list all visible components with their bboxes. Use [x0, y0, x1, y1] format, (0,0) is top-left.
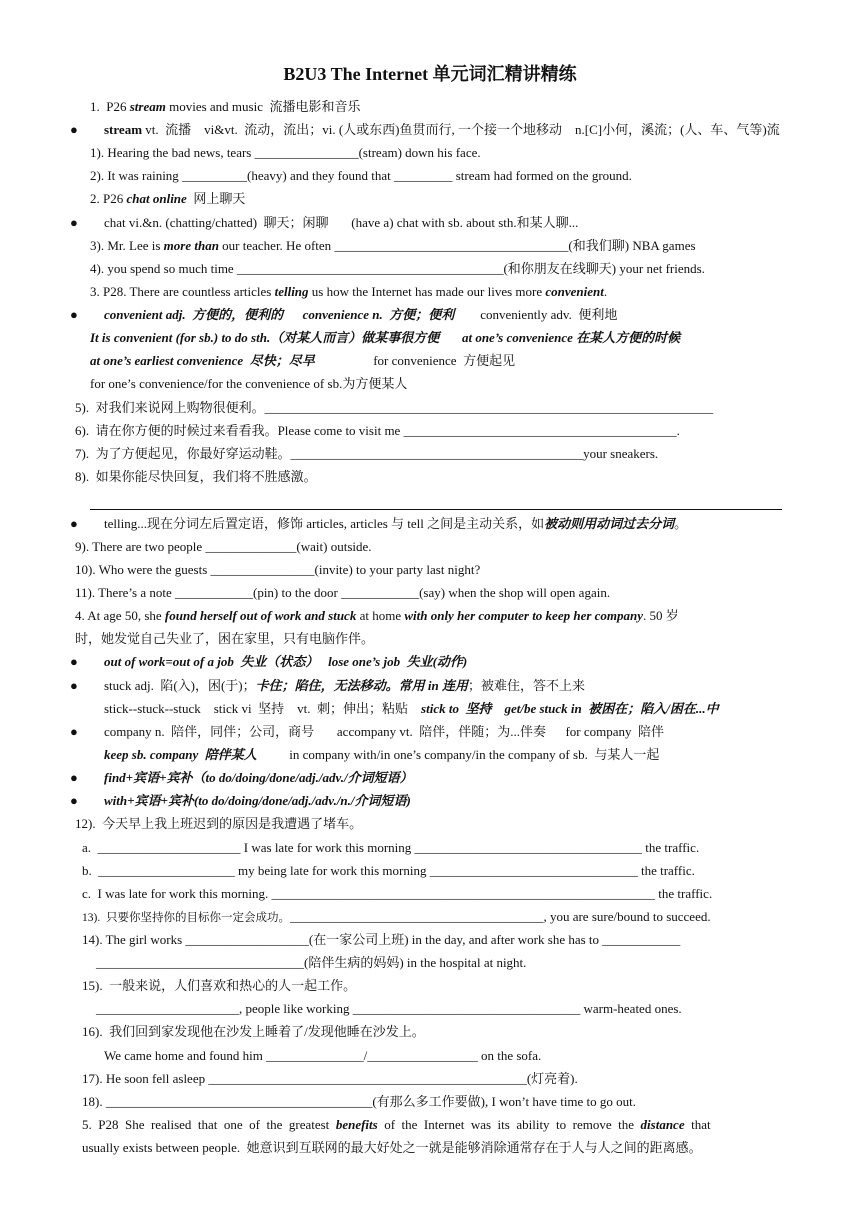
text-segment: a. ______________________ I was late for work this morning ___________________________________ the traffic. — [82, 840, 700, 855]
text-line — [82, 862, 695, 882]
text-segment: 11). There’s a note ____________(pin) to the door ____________(say) when the shop will open again. — [75, 585, 611, 600]
text-segment: for convenience 方便起见 — [314, 353, 516, 368]
text-line — [90, 237, 696, 257]
text-segment: vt. 流播 vi&vt. 流动，流出；vi. (人或东西)鱼贯而行, 一个接一个地移动 n.[C]小何，溪流；(人、车、气等)流 — [142, 122, 780, 137]
text-segment: 被动则用动词过去分词 — [544, 516, 675, 531]
text-segment: 4). you spend so much time _________________________________________(和你朋友在线聊天) your net friends. — [90, 261, 705, 276]
text-segment: of the Internet was its ability to remove the — [377, 1117, 641, 1132]
bullet-icon: ● — [70, 654, 78, 669]
text-segment: benefits — [335, 1117, 378, 1132]
text-segment: 3). Mr. Lee is — [90, 238, 164, 253]
bullet-icon: ● — [70, 678, 78, 693]
text-line — [75, 399, 713, 419]
text-line — [75, 538, 372, 558]
text-line — [96, 954, 526, 974]
bullet-icon: ● — [70, 724, 78, 739]
text-line — [70, 792, 411, 812]
text-segment: at home — [356, 608, 405, 623]
text-segment: ________________________________(陪伴生病的妈妈) in the hospital at night. — [96, 955, 527, 970]
text-segment: us how the Internet has made our lives more — [308, 284, 546, 299]
text-line — [70, 653, 468, 673]
text-segment: . — [603, 284, 608, 299]
bullet-icon: ● — [70, 215, 78, 230]
text-segment: 4. At age 50, she — [75, 608, 165, 623]
answer-line-8 — [90, 509, 782, 510]
text-segment: convenient adj. 方便的，便利的 convenience n. 方便；便利 — [104, 307, 455, 322]
text-line — [90, 375, 407, 395]
text-line — [70, 306, 618, 326]
text-segment: We came home and found him _______________/_________________ on the sofa. — [104, 1048, 542, 1063]
text-segment: 网上聊天 — [186, 191, 246, 206]
text-segment: 6). 请在你方便的时候过来看看我。Please come to visit me __________________________________________. — [75, 423, 680, 438]
page-title: B2U3 The Internet 单元词汇精讲精练 — [283, 64, 577, 84]
text-segment: out of work=out of a job 失业（状态） lose one’s job 失业(动作) — [104, 654, 468, 669]
text-line — [104, 1047, 541, 1067]
text-line — [82, 1093, 636, 1113]
text-line — [75, 815, 362, 835]
text-segment: with only her computer to keep her company — [404, 608, 644, 623]
text-segment: 12). 今天早上我上班迟到的原因是我遭遇了堵车。 — [75, 816, 363, 831]
text-segment: telling...现在分词左后置定语，修饰 articles, articles 与 tell 之间是主动关系，如 — [104, 516, 545, 531]
text-segment: stuck adj. 陷(入)，困(于)； — [104, 678, 256, 693]
text-line — [82, 977, 356, 997]
text-segment: convenient — [545, 284, 604, 299]
text-segment: ______________________, people like working ___________________________________ warm-heated ones. — [96, 1001, 682, 1016]
text-segment: _______________________________________, you are sure/bound to succeed. — [289, 909, 711, 924]
bullet-icon: ● — [70, 770, 78, 785]
text-segment: at one’s earliest convenience 尽快；尽早 — [90, 353, 315, 368]
text-line — [90, 283, 607, 303]
text-segment: movies and music 流播电影和音乐 — [165, 99, 361, 114]
text-segment: company n. 陪伴，同伴；公司，商号 accompany vt. 陪伴，伴随；为...伴奏 for company 陪伴 — [104, 724, 665, 739]
text-segment: 1). Hearing the bad news, tears ________________(stream) down his face. — [90, 145, 481, 160]
text-line — [82, 1116, 785, 1136]
text-line — [104, 700, 719, 720]
text-segment: ；被难住，答不上来 — [467, 678, 585, 693]
text-line — [90, 98, 361, 118]
text-segment: chat vi.&n. (chatting/chatted) 聊天；闲聊 (have a) chat with sb. about sth.和某人聊... — [104, 215, 579, 230]
text-line — [70, 677, 585, 697]
text-line — [90, 190, 245, 210]
text-segment: 13). 只要你坚持你的目标你一定会成功。 — [82, 912, 290, 924]
text-segment: 5). 对我们来说网上购物很便利。_____________________________________________________________________ — [75, 400, 714, 415]
text-segment: 16). 我们回到家发现他在沙发上睡着了/发现他睡在沙发上。 — [82, 1024, 425, 1039]
text-segment: stick--stuck--stuck stick vi 坚持 vt. 刺；伸出；粘贴 — [104, 701, 422, 716]
text-segment: usually exists between people. 她意识到互联网的最大好处之一就是能够消除通常存在于人与人之间的距离感。 — [82, 1140, 702, 1155]
text-segment: b. _____________________ my being late for work this morning ________________________________ the traffic. — [82, 863, 695, 878]
bullet-icon: ● — [70, 307, 78, 322]
text-segment: 9). There are two people ______________(wait) outside. — [75, 539, 372, 554]
text-line — [75, 468, 317, 488]
text-line — [70, 515, 688, 535]
text-line — [70, 723, 665, 743]
text-segment: c. I was late for work this morning. ___________________________________________________________ the traffic. — [82, 886, 713, 901]
text-segment: 7). 为了方便起见，你最好穿运动鞋。_____________________________________________your sneakers. — [75, 446, 659, 461]
text-line — [70, 214, 579, 234]
text-segment: in company with/in one’s company/in the company of sb. 与某人一起 — [256, 747, 660, 762]
text-line — [82, 1139, 702, 1159]
text-line — [90, 260, 705, 280]
text-line — [82, 1023, 425, 1043]
text-segment: more than — [163, 238, 219, 253]
text-segment: stream — [104, 122, 143, 137]
bullet-icon: ● — [70, 793, 78, 808]
text-segment: 3. P28. There are countless articles — [90, 284, 275, 299]
text-line — [90, 144, 481, 164]
text-segment: 2). It was raining __________(heavy) and they found that _________ stream had formed on the ground. — [90, 168, 632, 183]
text-line — [70, 769, 413, 789]
text-line — [90, 329, 680, 349]
text-line — [75, 561, 480, 581]
text-segment: find+宾语+宾补（to do/doing/done/adj./adv./介词短语） — [104, 770, 413, 785]
text-line — [75, 607, 679, 627]
text-segment: that — [684, 1117, 711, 1132]
text-line — [90, 167, 632, 187]
text-segment: with+宾语+宾补(to do/doing/done/adj./adv./n./介词短语) — [104, 793, 411, 808]
text-segment: 5. P28 She realised that one of the greatest — [82, 1117, 336, 1132]
text-segment: telling — [274, 284, 309, 299]
text-segment: chat online — [126, 191, 187, 206]
text-segment: 8). 如果你能尽快回复，我们将不胜感激。 — [75, 469, 317, 484]
text-segment: for one’s convenience/for the convenience of sb.为方便某人 — [90, 376, 408, 391]
text-segment: . 50 岁 — [643, 608, 679, 623]
text-line — [82, 1070, 578, 1090]
text-segment: 17). He soon fell asleep _________________________________________________(灯亮着). — [82, 1071, 578, 1086]
text-segment: keep sb. company 陪伴某人 — [104, 747, 257, 762]
text-segment: 18). _________________________________________(有那么多工作要做), I won’t have time to go out. — [82, 1094, 637, 1109]
bullet-icon: ● — [70, 122, 78, 137]
text-segment: 1. P26 — [90, 99, 130, 114]
text-segment: our teacher. He often ____________________________________(和我们聊) NBA games — [218, 238, 696, 253]
text-line — [82, 885, 712, 905]
text-line — [70, 121, 780, 141]
text-segment: 2. P26 — [90, 191, 127, 206]
text-segment: stick to 坚持 get/be stuck in 被困在；陷入/困在...中 — [421, 701, 719, 716]
text-line — [90, 352, 515, 372]
text-segment: 时，她发觉自己失业了，困在家里，只有电脑作伴。 — [75, 631, 375, 646]
bullet-icon: ● — [70, 516, 78, 531]
text-line — [75, 445, 658, 465]
text-line — [75, 630, 374, 650]
text-segment: found herself out of work and stuck — [164, 608, 357, 623]
text-line — [75, 584, 610, 604]
text-line — [82, 908, 711, 928]
text-segment: It is convenient (for sb.) to do sth.（对某人而言）做某事很方便 at one’s convenience 在某人方便的时候 — [90, 330, 681, 345]
text-line — [82, 839, 699, 859]
text-segment: 15). 一般来说，人们喜欢和热心的人一起工作。 — [82, 978, 357, 993]
text-line — [96, 1000, 682, 1020]
text-segment: 10). Who were the guests ________________(invite) to your party last night? — [75, 562, 481, 577]
text-line — [75, 422, 680, 442]
text-segment: 。 — [674, 516, 688, 531]
text-segment: 卡住；陷住，无法移动。常用 in 连用 — [255, 678, 468, 693]
text-line — [82, 931, 680, 951]
text-line — [104, 746, 659, 766]
text-segment: 14). The girl works ___________________(在一家公司上班) in the day, and after work she has to ____________ — [82, 932, 681, 947]
text-segment: distance — [640, 1117, 685, 1132]
text-segment: stream — [129, 99, 166, 114]
text-segment: conveniently adv. 便利地 — [454, 307, 618, 322]
